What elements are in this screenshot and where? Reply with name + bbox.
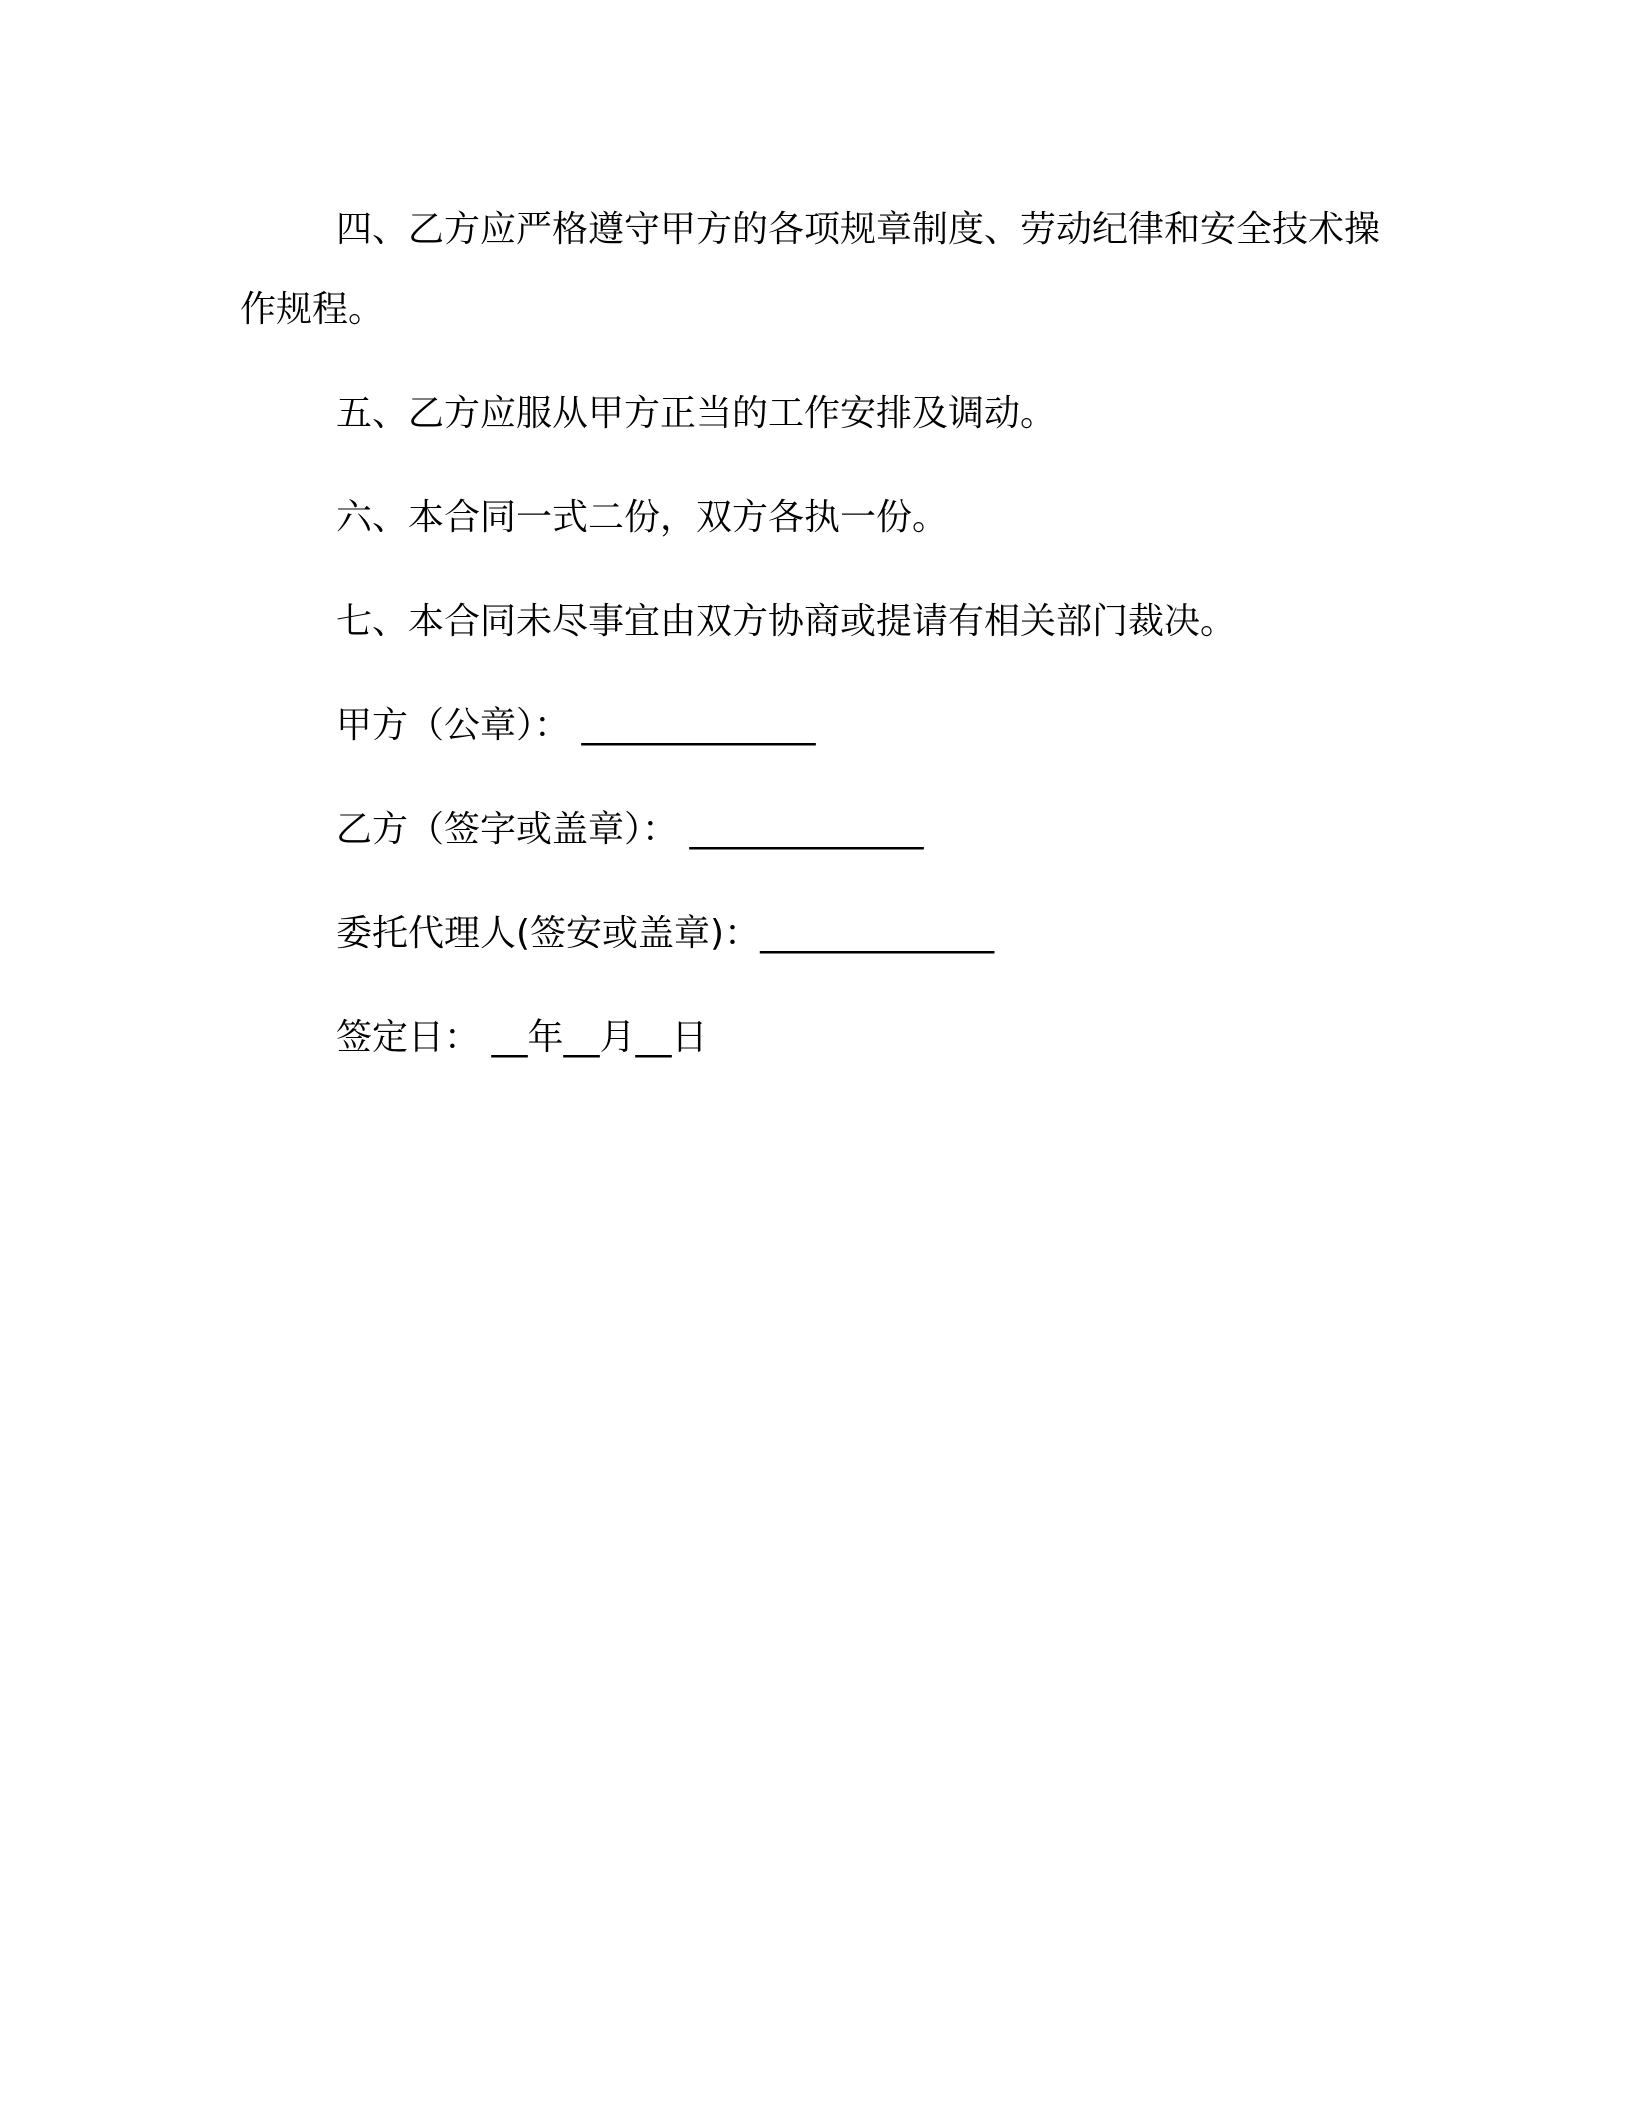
signing-date-line: 签定日： __年__月__日 [336, 1017, 708, 1058]
contract-body [240, 190, 1400, 1102]
party-b-signature-line: 乙方（签字或盖章）： _____________ [336, 809, 924, 850]
clause-7: 七、本合同未尽事宜由双方协商或提请有相关部门裁决。 [336, 601, 1237, 642]
clause-5: 五、乙方应服从甲方正当的工作安排及调动。 [336, 393, 1057, 434]
agent-signature-line: 委托代理人(签安或盖章)：_____________ [336, 913, 995, 954]
party-a-signature-line: 甲方（公章）： _____________ [336, 705, 816, 746]
clause-6: 六、本合同一式二份，双方各执一份。 [336, 497, 949, 538]
clause-4: 四、乙方应严格遵守甲方的各项规章制度、劳动纪律和安全技术操作规程。 [240, 209, 1381, 330]
